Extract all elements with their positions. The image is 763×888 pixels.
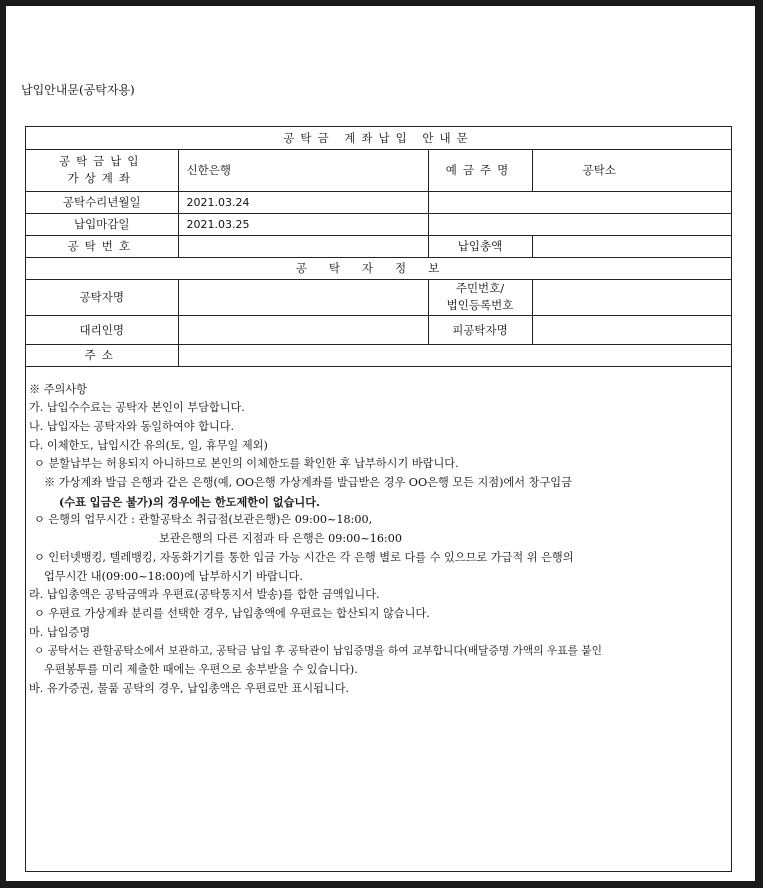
form-header: 공탁금 계좌납입 안내문: [26, 127, 731, 149]
note-line: ㅇ 공탁서는 관할공탁소에서 보관하고, 공탁금 납입 후 공탁관이 납입증명을 하여 교부합니다(배달증명 가액의 우표를 붙인: [34, 644, 602, 658]
depositor-label: 공탁자명: [26, 279, 178, 315]
holder-label: 예금주명: [428, 149, 532, 191]
id-label-line1: 주민번호/: [455, 281, 505, 295]
total-label: 납입총액: [428, 235, 532, 257]
account-label: [26, 149, 178, 191]
holder-value: 공탁소: [532, 149, 731, 191]
case-number-label: 공탁번호: [26, 235, 178, 257]
notes-section: [26, 367, 731, 699]
deadline-label: 납입마감일: [26, 213, 178, 235]
note-line: ㅇ 우편료 가상계좌 분리를 선택한 경우, 납입총액에 우편료는 합산되지 않습니다.: [34, 606, 430, 620]
note-line: 나. 납입자는 공탁자와 동일하여야 합니다.: [29, 419, 235, 433]
note-line: 가. 납입수수료는 공탁자 본인이 부담합니다.: [29, 401, 245, 415]
deadline-blank: [428, 213, 731, 235]
note-line: 보관은행의 다른 지점과 타 은행은 09:00~16:00: [159, 532, 402, 546]
note-line: ㅇ 은행의 업무시간 : 관할공탁소 취급점(보관은행)은 09:00~18:00,: [34, 513, 373, 527]
account-label-line1: 공탁금납입: [58, 154, 145, 168]
deposit-info-table: [26, 127, 731, 367]
note-line: 바. 유가증권, 물품 공탁의 경우, 납입총액은 우편료만 표시됩니다.: [29, 681, 350, 695]
deposit-date-blank: [428, 191, 731, 213]
note-line: 업무시간 내(09:00~18:00)에 납부하시기 바랍니다.: [44, 569, 303, 583]
total-value: [532, 235, 731, 257]
note-line: 우편봉투를 미리 제출한 때에는 우편으로 송부받을 수 있습니다).: [44, 663, 358, 677]
depositor-value: [178, 279, 428, 315]
payee-label: 피공탁자명: [428, 315, 532, 344]
document-page: [6, 6, 755, 881]
id-label-line2: 법인등록번호: [446, 298, 514, 312]
agent-label: 대리인명: [26, 315, 178, 344]
note-line: ㅇ 인터넷뱅킹, 텔레뱅킹, 자동화기기를 통한 입금 가능 시간은 각 은행 별로 다를 수 있으므로 가급적 위 은행의: [34, 550, 574, 564]
note-line: 라. 납입총액은 공탁금액과 우편료(공탁통지서 발송)를 합한 금액입니다.: [29, 588, 380, 602]
agent-value: [178, 315, 428, 344]
id-value: [532, 279, 731, 315]
note-line: ※ 가상계좌 발급 은행과 같은 은행(예, OO은행 가상계좌를 발급받은 경우 OO은행 모든 지점)에서 창구입금: [44, 476, 572, 490]
payee-value: [532, 315, 731, 344]
note-line: (수표 입금은 불가)의 경우에는 한도제한이 없습니다.: [59, 494, 320, 509]
note-line: 마. 납입증명: [29, 625, 91, 639]
note-line: ㅇ 분할납부는 허용되지 아니하므로 본인의 이체한도를 확인한 후 납부하시기 바랍니다.: [34, 457, 459, 471]
document-title: 납입안내문(공탁자용): [21, 83, 135, 97]
address-value: [178, 344, 731, 366]
case-number-value: [178, 235, 428, 257]
notice-form: [25, 126, 732, 872]
section-header: 공탁자정보: [26, 257, 731, 279]
address-label: 주소: [26, 344, 178, 366]
id-label: [428, 279, 532, 315]
account-value: 신한은행: [178, 149, 428, 191]
deposit-date-value: 2021.03.24: [178, 191, 428, 213]
account-label-line2: 가상계좌: [67, 171, 136, 185]
deadline-value: 2021.03.25: [178, 213, 428, 235]
notes-heading: ※ 주의사항: [29, 382, 87, 396]
note-line: 다. 이체한도, 납입시간 유의(토, 일, 휴무일 제외): [29, 438, 268, 452]
deposit-date-label: 공탁수리년월일: [26, 191, 178, 213]
